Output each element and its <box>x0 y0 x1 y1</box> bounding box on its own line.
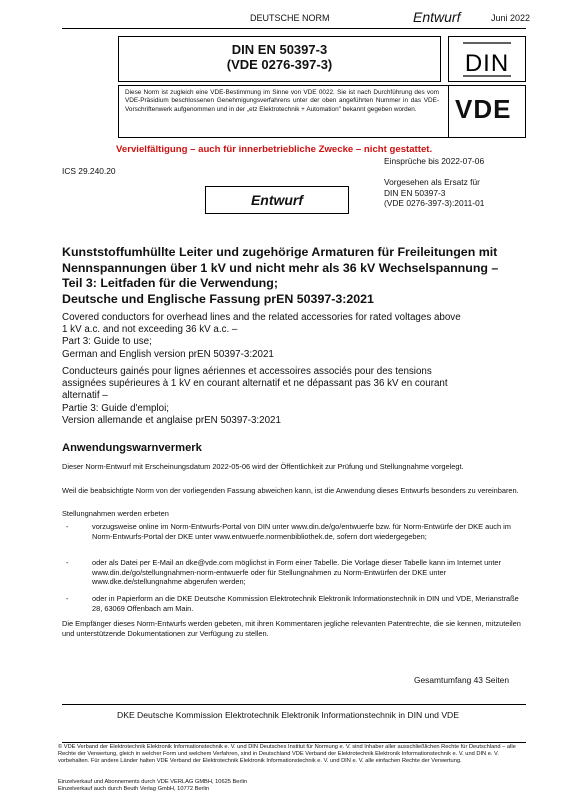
paragraph-comments-requested: Stellungnahmen werden erbeten <box>62 509 169 518</box>
title-line: Partie 3: Guide d'emploi; <box>62 402 169 414</box>
list-dash: - <box>66 522 69 531</box>
title-line: assignées supérieures à 1 kV en courant alternatif et ne dépassant pas 36 kV en courant <box>62 378 448 390</box>
title-line: Kunststoffumhüllte Leiter und zugehörige Armaturen für Freileitungen mit <box>62 245 498 259</box>
reproduction-warning: Vervielfältigung – auch für innerbetriebliche Zwecke – nicht gestattet. <box>116 144 433 155</box>
din-logo-text: DIN <box>464 50 510 77</box>
vde-logo-icon: VDE <box>455 94 512 124</box>
din-logo-box <box>448 36 526 82</box>
header-date: Juni 2022 <box>491 13 531 23</box>
title-german <box>62 245 532 307</box>
vde-box-divider <box>448 86 449 137</box>
ics-code: ICS 29.240.20 <box>62 166 116 176</box>
header-rule <box>62 28 526 29</box>
total-pages: Gesamtumfang 43 Seiten <box>414 675 509 685</box>
list-item-text: vorzugsweise online im Norm-Entwurfs-Portal von DIN unter www.din.de/go/entwuerfe bzw. für Norm-Entwürfe der DKE auch im Norm-Entwurfs-Portal der DKE unter www.entwuerfe.normenbibliothek.de, sofern dort wiedergegeben; <box>92 522 511 541</box>
replacement-note <box>384 177 484 209</box>
dke-rule-bottom <box>62 742 526 743</box>
list-item <box>62 594 527 616</box>
paragraph-application: Weil die beabsichtigte Norm von der vorliegenden Fassung abweichen kann, ist die Anwendung dieses Entwurfs besonders zu vereinbaren. <box>62 486 519 495</box>
title-english <box>62 312 532 361</box>
standard-number-box <box>118 36 441 82</box>
title-line: Teil 3: Leitfaden für die Verwendung; <box>62 276 278 291</box>
title-line: German and English version prEN 50397-3:2021 <box>62 348 274 360</box>
section-heading: Anwendungswarnvermerk <box>62 442 202 454</box>
title-line: 1 kV a.c. and not exceeding 36 kV a.c. – <box>62 324 238 336</box>
objection-deadline: Einsprüche bis 2022-07-06 <box>384 156 485 166</box>
vde-classification: (VDE 0276-397-3) <box>226 57 333 72</box>
sales-line-vde: Einzelverkauf und Abonnements durch VDE VERLAG GMBH, 10625 Berlin <box>58 779 248 785</box>
standard-number: DIN EN 50397-3 <box>231 42 328 57</box>
paragraph-patents: Die Empfänger dieses Norm-Entwurfs werden gebeten, mit ihren Kommentaren jegliche relevanten Patentrechte, die sie kennen, mitzuteilen und unterstützende Dokumentationen zur Verfügung zu stellen. <box>62 619 521 638</box>
copyright-notice: © VDE Verband der Elektrotechnik Elektronik Informationstechnik e. V. und DIN Deutsches Institut für Normung e. V. sind Inhaber aller ausschließlichen Rechte für Deutschland – alle Rechte der Verwertung, gleich in welcher Form und welchem Verfahren, sind in Deutschland VDE Verband der Elektrotechnik Elektronik Informationstechnik e. V. und DIN e. V. vorbehalten. Für andere Länder halten VDE Verband der Elektrotechnik Elektronik Informationstechnik e. V. und DIN e. V. alle einfachen Rechte der Verwertung. <box>58 744 516 764</box>
title-french <box>62 366 532 427</box>
din-logo-icon <box>449 37 525 81</box>
list-item-text: oder in Papierform an die DKE Deutsche Kommission Elektrotechnik Elektronik Informationstechnik in DIN und VDE, Merianstraße 28, 63069 Offenbach am Main. <box>92 594 519 613</box>
replacement-line: (VDE 0276-397-3):2011-01 <box>384 198 485 209</box>
title-line: Conducteurs gainés pour lignes aériennes et accessoires associés pour des tensions <box>62 366 432 377</box>
title-line: Nennspannungen über 1 kV und nicht mehr als 36 kV Wechselspannung – <box>62 260 499 275</box>
dke-line: DKE Deutsche Kommission Elektrotechnik Elektronik Informationstechnik in DIN und VDE <box>117 710 459 720</box>
list-dash: - <box>66 558 69 567</box>
title-line: Deutsche und Englische Fassung prEN 50397-3:2021 <box>62 291 374 306</box>
replacement-line: Vorgesehen als Ersatz für <box>384 177 480 187</box>
list-item <box>62 522 527 552</box>
draft-stamp: Entwurf <box>205 186 349 214</box>
vde-notice-box <box>118 85 526 138</box>
header-draft-label: Entwurf <box>413 9 461 25</box>
sales-line-beuth: Einzelverkauf auch durch Beuth Verlag GmbH, 10772 Berlin <box>58 786 210 792</box>
replacement-line: DIN EN 50397-3 <box>384 187 446 198</box>
dke-rule-top <box>62 704 526 705</box>
list-item-text: oder als Datei per E-Mail an dke@vde.com möglichst in Form einer Tabelle. Die Vorlage dieser Tabelle kann im Internet unter www.din.de/go/stellungnahmen-norm-entwuerfe oder für Stellungnahmen zu Norm-Entwürfen der DKE unter www.dke.de/stellungnahme abgerufen werden; <box>92 558 501 587</box>
list-dash: - <box>66 594 69 603</box>
list-item <box>62 558 527 588</box>
paragraph-publication: Dieser Norm-Entwurf mit Erscheinungsdatum 2022-05-06 wird der Öffentlichkeit zur Prüfung und Stellungnahme vorgelegt. <box>62 462 464 471</box>
title-line: Part 3: Guide to use; <box>62 336 152 348</box>
vde-notice-text: Diese Norm ist zugleich eine VDE-Bestimmung im Sinne von VDE 0022. Sie ist nach Durchführung des vom VDE-Präsidium beschlossenen Genehmigungsverfahrens unter der oben angeführten Nummer in das VDE-Vorschriftenwerk aufgenommen und in der „etz Elektrotechnik + Automation" bekannt gegeben worden. <box>125 89 439 113</box>
title-line: alternatif – <box>62 390 108 402</box>
header-norm-label: DEUTSCHE NORM <box>250 13 330 23</box>
title-line: Covered conductors for overhead lines and the related accessories for rated voltages above <box>62 312 461 323</box>
title-line: Version allemande et anglaise prEN 50397-3:2021 <box>62 414 281 426</box>
